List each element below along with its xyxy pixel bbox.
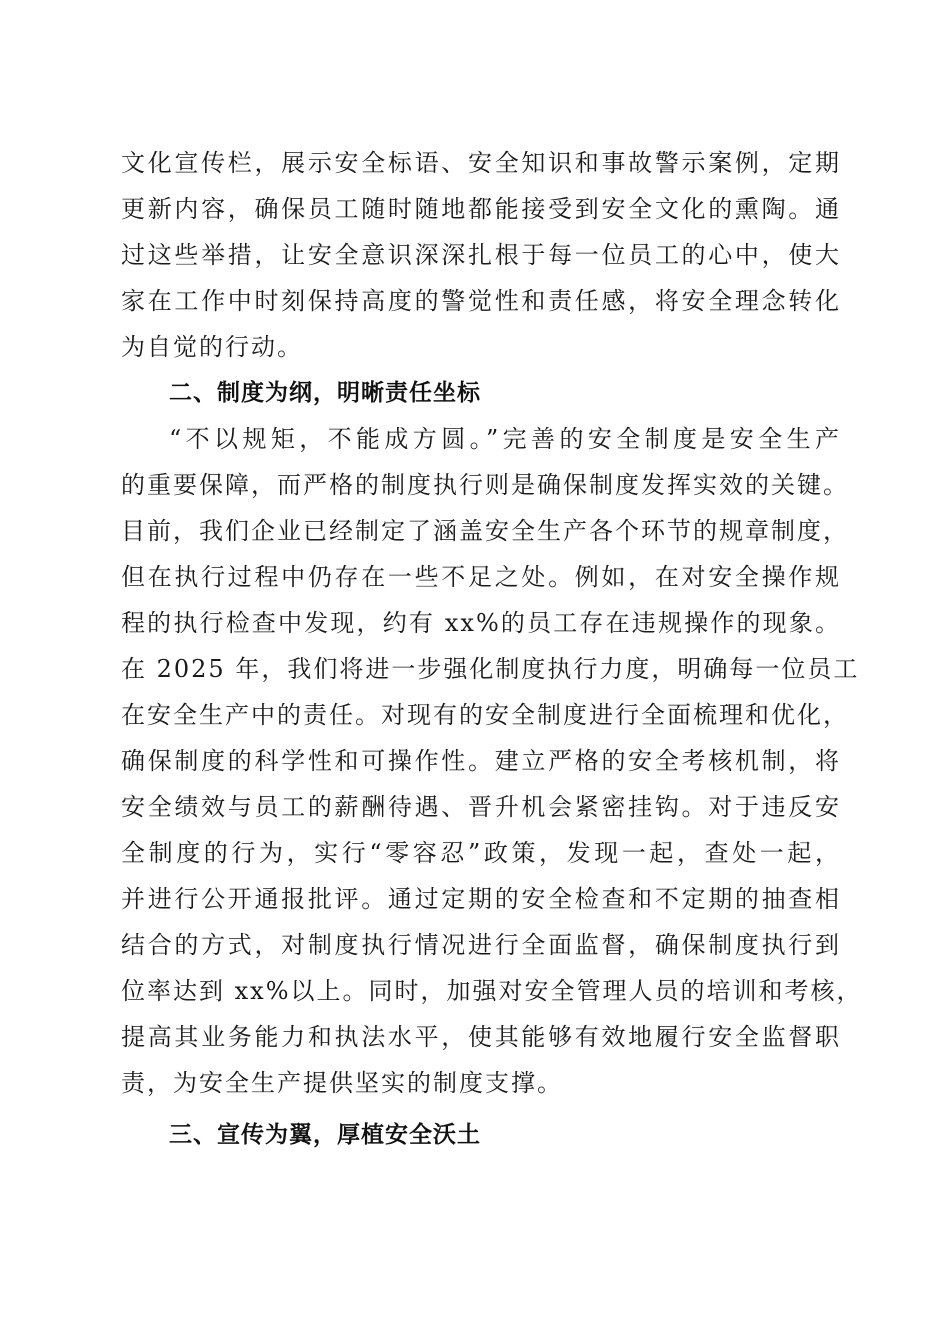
text-line: 位率达到 xx%以上。同时，加强对安全管理人员的培训和考核， xyxy=(121,977,863,1005)
text-line: 提高其业务能力和执法水平，使其能够有效地履行安全监督职 xyxy=(121,1023,841,1051)
text-line: 全制度的行为，实行“零容忍”政策，发现一起，查处一起， xyxy=(121,839,841,867)
text-line: 在 2025 年，我们将进一步强化制度执行力度，明确每一位员工 xyxy=(121,655,860,683)
text-line: 的重要保障，而严格的制度执行则是确保制度发挥实效的关键。 xyxy=(121,471,849,499)
text-line: 确保制度的科学性和可操作性。建立严格的安全考核机制，将 xyxy=(121,747,841,775)
text-line: 并进行公开通报批评。通过定期的安全检查和不定期的抽查相 xyxy=(121,885,841,913)
text-line: 家在工作中时刻保持高度的警觉性和责任感，将安全理念转化 xyxy=(121,287,841,315)
section-heading-2: 二、制度为纲，明晰责任坐标 xyxy=(169,380,481,406)
text-line: 过这些举措，让安全意识深深扎根于每一位员工的心中，使大 xyxy=(121,241,841,269)
text-line: 责，为安全生产提供坚实的制度支撑。 xyxy=(121,1069,563,1097)
section-heading-3: 三、宣传为翼，厚植安全沃土 xyxy=(169,1122,481,1148)
document-body xyxy=(121,140,863,1158)
text-line: 结合的方式，对制度执行情况进行全面监督，确保制度执行到 xyxy=(121,931,841,959)
text-line: 程的执行检查中发现，约有 xx%的员工存在违规操作的现象。 xyxy=(121,609,841,637)
text-line: 目前，我们企业已经制定了涵盖安全生产各个环节的规章制度， xyxy=(121,517,849,545)
paragraph-system-rules xyxy=(121,416,863,1106)
text-line: 更新内容，确保员工随时随地都能接受到安全文化的熏陶。通 xyxy=(121,195,841,223)
text-line: “不以规矩，不能成方圆。”完善的安全制度是安全生产 xyxy=(169,425,841,453)
text-line: 为自觉的行动。 xyxy=(121,333,303,361)
text-line: 文化宣传栏，展示安全标语、安全知识和事故警示案例，定期 xyxy=(121,149,841,177)
text-line: 但在执行过程中仍存在一些不足之处。例如，在对安全操作规 xyxy=(121,563,841,591)
text-line: 安全绩效与员工的薪酬待遇、晋升机会紧密挂钩。对于违反安 xyxy=(121,793,841,821)
text-line: 在安全生产中的责任。对现有的安全制度进行全面梳理和优化， xyxy=(121,701,849,729)
paragraph-safety-culture xyxy=(121,140,841,370)
